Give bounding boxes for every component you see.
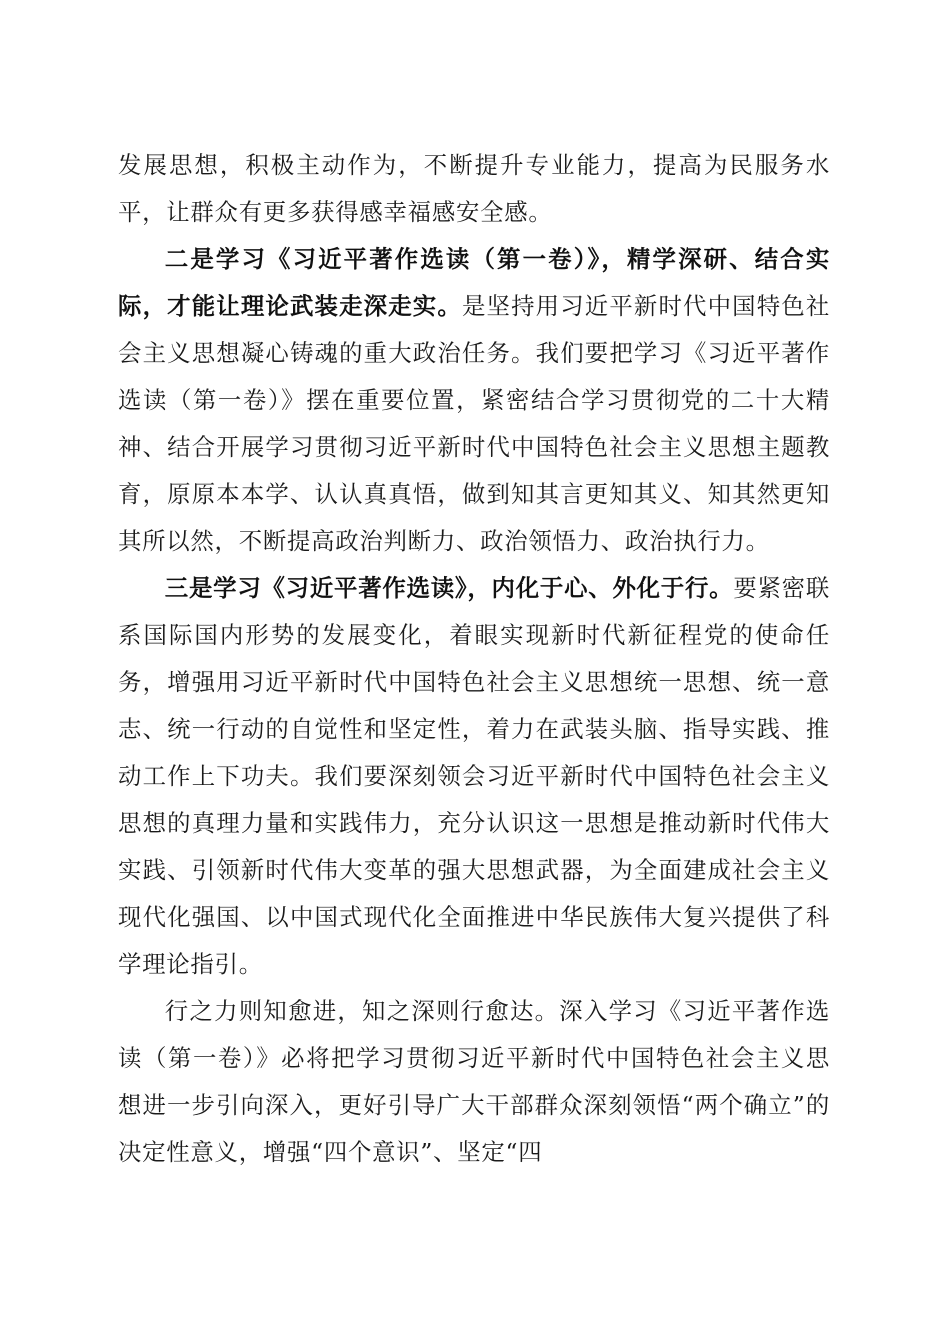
paragraph-3-text: 要紧密联系国际国内形势的发展变化，着眼实现新时代新征程党的使命任务，增强用习近平新时代中国特色社会主义思想统一思想、统一意志、统一行动的自觉性和坚定性，着力在武装头脑、指导实践、推动工作上下功夫。我们要深刻领会习近平新时代中国特色社会主义思想的真理力量和实践伟力，充分认识这一思想是推动新时代伟大实践、引领新时代伟大变革的强大思想武器，为全面建成社会主义现代化强国、以中国式现代化全面推进中华民族伟大复兴提供了科学理论指引。	[118, 574, 830, 978]
paragraph-4-text: 行之力则知愈进，知之深则行愈达。深入学习《习近平著作选读（第一卷）》必将把学习贯彻习近平新时代中国特色社会主义思想进一步引向深入，更好引导广大干部群众深刻领悟“两个确立”的决定性意义，增强“四个意识”、坚定“四	[118, 997, 830, 1166]
document-body	[118, 142, 830, 1176]
paragraph-2	[118, 236, 830, 565]
paragraph-3	[118, 565, 830, 988]
paragraph-1-text: 发展思想，积极主动作为，不断提升专业能力，提高为民服务水平，让群众有更多获得感幸福感安全感。	[118, 151, 830, 226]
paragraph-4	[118, 988, 830, 1176]
paragraph-2-text: 是坚持用习近平新时代中国特色社会主义思想凝心铸魂的重大政治任务。我们要把学习《习近平著作选读（第一卷）》摆在重要位置，紧密结合学习贯彻党的二十大精神、结合开展学习贯彻习近平新时代中国特色社会主义思想主题教育，原原本本学、认认真真悟，做到知其言更知其义、知其然更知其所以然，不断提高政治判断力、政治领悟力、政治执行力。	[118, 292, 831, 555]
paragraph-1	[118, 142, 830, 236]
paragraph-2-lead: 二是学习《习近平著作选读（第一卷）》，精学深研、结合实际，才能让理论武装走深走实。	[118, 245, 830, 320]
paragraph-3-lead: 三是学习《习近平著作选读》，内化于心、外化于行。	[164, 574, 734, 602]
